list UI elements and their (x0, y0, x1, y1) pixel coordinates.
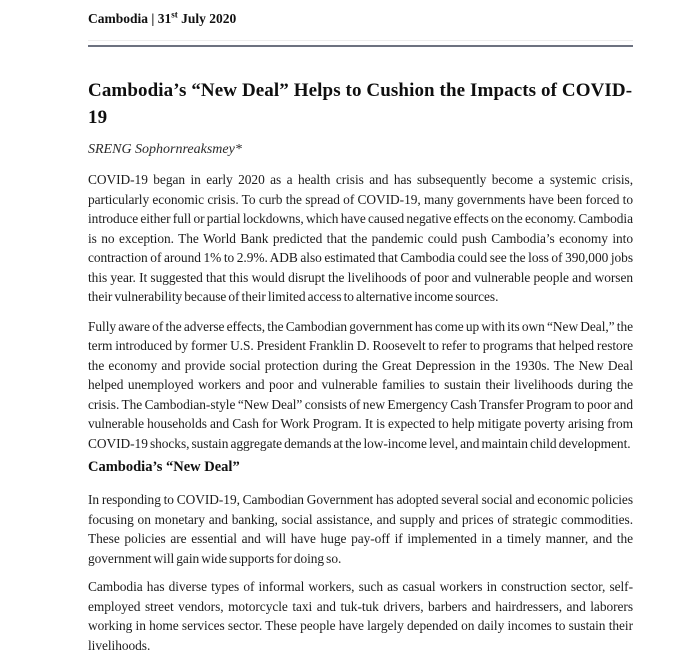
intro-paragraph-1: COVID-19 began in early 2020 as a health crisis and has subsequently become a systemic crisis, particularly economic crisis. To curb the spread of COVID-19, many governments have been forced to introduce either full or partial lockdowns, which have caused negative effects on the economy. Cambodia is no exception. The World Bank predicted that the pandemic could push Cambodia’s economy into contraction of around 1% to 2.9%. ADB also estimated that Cambodia could see the loss of 390,000 jobs this year. It suggested that this would disrupt the livelihoods of poor and vulnerable people and worsen their vulnerability because of their limited access to alternative income sources. (88, 172, 633, 304)
section-heading-new-deal: Cambodia’s “New Deal” (88, 459, 240, 475)
header-rule (88, 40, 633, 47)
page-title: Cambodia’s “New Deal” Helps to Cushion the Impacts of COVID-19 (88, 80, 633, 128)
document-header (88, 10, 633, 27)
date-ordinal-superscript: st (171, 9, 178, 20)
author-byline: SRENG Sophornreaksmey* (88, 142, 242, 157)
section-paragraph-1: In responding to COVID-19, Cambodian Government has adopted several social and economic policies focusing on monetary and banking, social assistance, and supply and prices of strategic commodities. These policies are essential and will have huge pay-off if implemented in a timely manner, and the government will gain wide supports for doing so. (88, 492, 633, 566)
intro-paragraph-2: Fully aware of the adverse effects, the Cambodian government has come up with its own “New Deal,” the term introduced by former U.S. President Franklin D. Roosevelt to refer to programs that helped restore the economy and provide social protection during the Great Depression in the 1930s. The New Deal helped unemployed workers and poor and vulnerable families to sustain their livelihoods during the crisis. The Cambodian-style “New Deal” consists of new Emergency Cash Transfer Program to poor and vulnerable households and Cash for Work Program. It is expected to help mitigate poverty arising from COVID-19 shocks, sustain aggregate demands at the low-income level, and maintain child development. (88, 318, 633, 451)
header-location-date: Cambodia | 31 (88, 11, 172, 26)
header-date-rest: July 2020 (177, 11, 237, 26)
section-paragraph-2-clipped: Cambodia has diverse types of informal workers, such as casual workers in construction sector, self-employed street vendors, motorcycle taxi and tuk-tuk drivers, barbers and hairdressers, and laborers working in home services sector. These people have largely depended on daily incomes to sustain their livelihoods. (88, 579, 633, 653)
